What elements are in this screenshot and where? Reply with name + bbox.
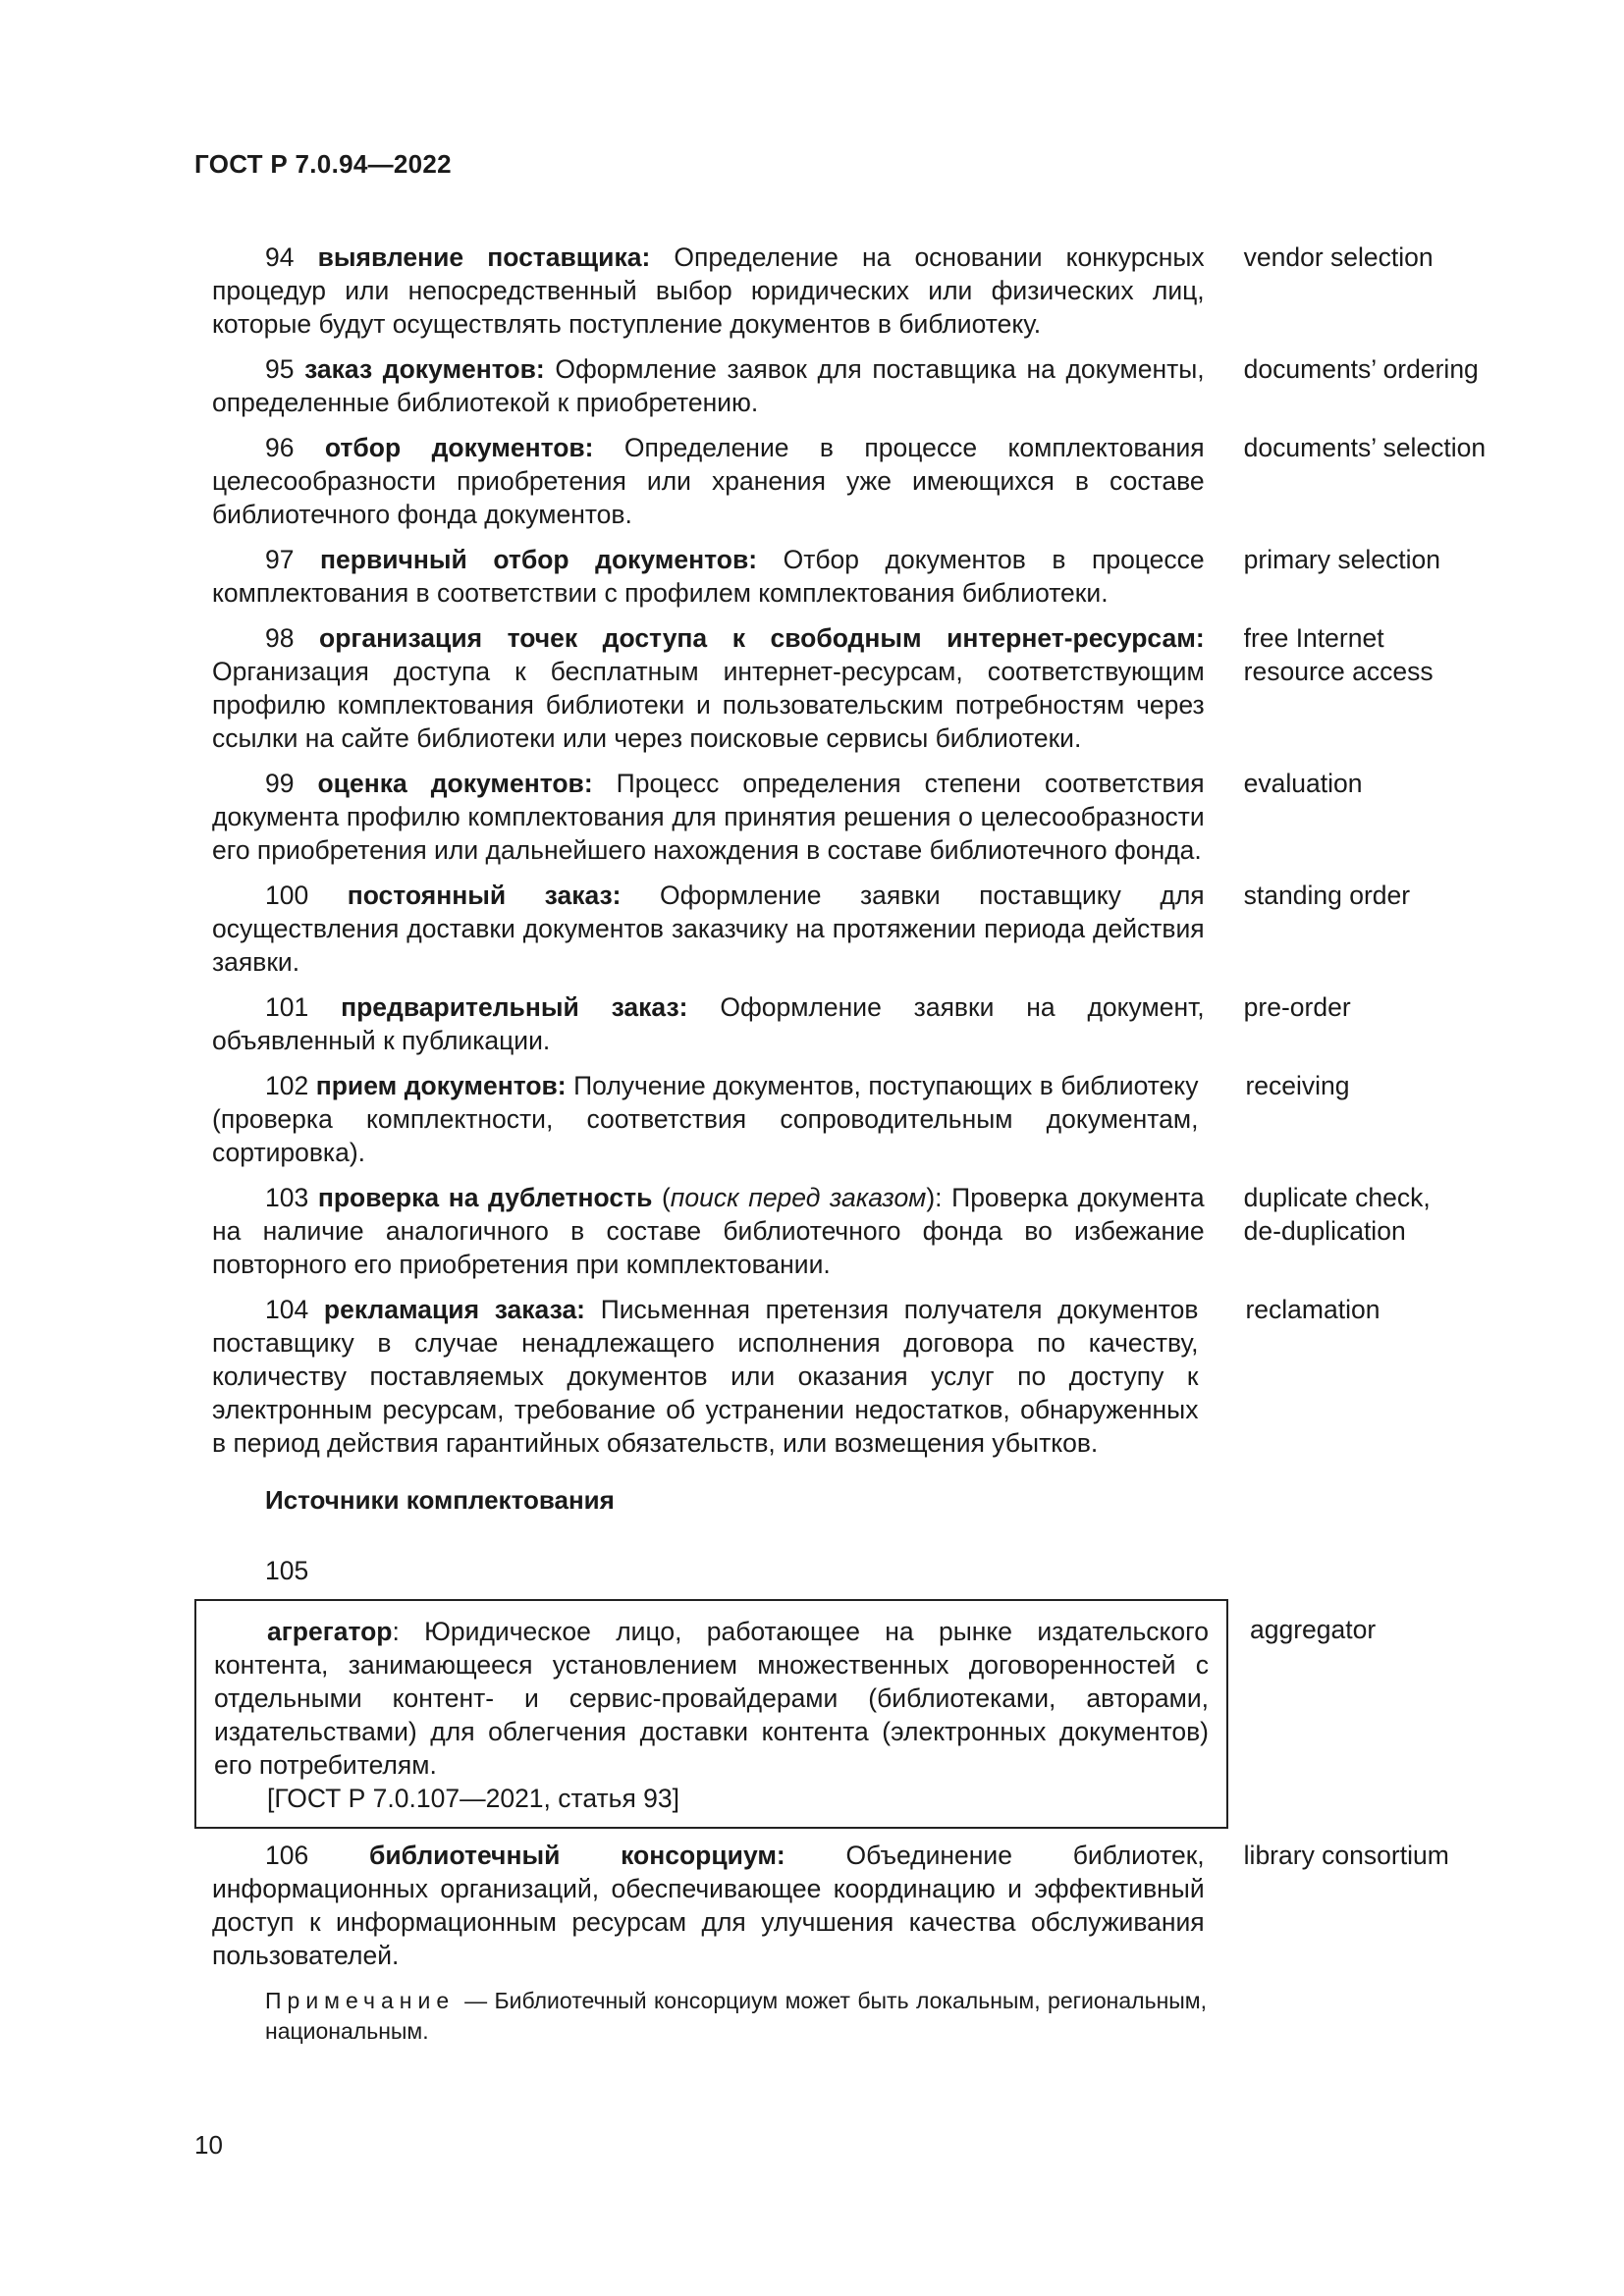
term-english: reclamation	[1245, 1295, 1380, 1324]
term-entry	[212, 767, 1528, 867]
term-entry	[212, 1069, 1528, 1169]
term-text: Процесс определения степени соответствия документа профилю комплектования для принятия решения о целесообразности его приобретения или дальнейшего нахождения в составе библиотечного фонда.	[212, 769, 1205, 865]
term-definition	[212, 543, 1205, 610]
page-number: 10	[194, 2130, 223, 2160]
term-definition	[212, 431, 1205, 531]
note-text: — Библиотечный консорциум может быть локальным, региональным, национальным.	[265, 1988, 1207, 2044]
term-title: библиотечный консорциум:	[368, 1841, 785, 1870]
term-title: агрегатор	[267, 1617, 393, 1646]
term-number: 94	[265, 242, 295, 272]
term-number: 96	[265, 433, 295, 462]
term-text: Проверка документа на наличие аналогичного в составе библиотечного фонда во избежание повторного его приобретения при комплектовании.	[212, 1183, 1205, 1279]
term-title: оценка документов:	[317, 769, 593, 798]
term-definition	[212, 621, 1205, 755]
term-english: pre-order	[1243, 992, 1351, 1022]
term-definition	[212, 352, 1205, 419]
term-english: documents’ selection	[1243, 433, 1487, 462]
term-english: duplicate check, de-duplication	[1243, 1183, 1431, 1246]
term-text: Отбор документов в процессе комплектования в соответствии с профилем комплектования библиотеки.	[212, 545, 1205, 608]
term-number: 99	[265, 769, 295, 798]
term-english: documents’ ordering	[1243, 354, 1479, 384]
term-number: 102	[265, 1071, 309, 1100]
term-definition	[214, 1615, 1209, 1782]
term-number: 104	[265, 1295, 309, 1324]
note-label: Примечание	[265, 1988, 456, 2013]
term-number: 97	[265, 545, 295, 574]
term-title: предварительный заказ:	[341, 992, 688, 1022]
term-number: 103	[265, 1183, 309, 1212]
term-number: 98	[265, 623, 295, 653]
term-definition	[212, 990, 1205, 1057]
term-english: free Internet resource access	[1243, 623, 1434, 686]
term-definition	[212, 1069, 1198, 1169]
term-text: Оформление заявок для поставщика на документы, определенные библиотекой к приобретению.	[212, 354, 1205, 417]
term-text: Получение документов, поступающих в библиотеку (проверка комплектности, соответствия сопроводительным документам, сортировка).	[212, 1071, 1199, 1167]
term-paren-close: ):	[926, 1183, 943, 1212]
term-english: primary selection	[1243, 545, 1440, 574]
term-entry	[212, 1839, 1528, 1972]
term-text: : Юридическое лицо, работающее на рынке издательского контента, занимающееся установлением множественных договоренностей с отдельными контент- и сервис-провайдерами (библиотеками, авторами, издательствами) для облегчения доставки контента (электронных документов) его потребителям.	[214, 1617, 1209, 1780]
term-english: aggregator	[1250, 1615, 1377, 1644]
term-title: рекламация заказа:	[323, 1295, 586, 1324]
term-title: организация точек доступа к свободным интернет-ресурсам:	[319, 623, 1205, 653]
definition-box	[194, 1599, 1228, 1829]
term-note	[212, 1986, 1207, 2047]
term-entry-boxed	[212, 1599, 1528, 1829]
term-number: 106	[265, 1841, 309, 1870]
term-entry	[212, 543, 1528, 610]
term-title: отбор документов:	[324, 433, 594, 462]
term-text: Организация доступа к бесплатным интернет-ресурсам, соответствующим профилю комплектования библиотеки и пользовательским потребностям через ссылки на сайте библиотеки или через поисковые сервисы библиотеки.	[212, 657, 1205, 753]
term-title: заказ документов:	[304, 354, 545, 384]
term-entry	[212, 1181, 1528, 1281]
term-title: выявление поставщика:	[317, 242, 651, 272]
term-entry	[212, 621, 1528, 755]
term-english: standing order	[1243, 881, 1411, 910]
term-text: Оформление заявки на документ, объявленный к публикации.	[212, 992, 1205, 1055]
term-entry	[212, 990, 1528, 1057]
term-definition	[212, 1181, 1205, 1281]
term-text: Определение на основании конкурсных процедур или непосредственный выбор юридических или физических лиц, которые будут осуществлять поступление документов в библиотеку.	[212, 242, 1205, 339]
term-source: [ГОСТ Р 7.0.107—2021, статья 93]	[267, 1784, 680, 1813]
term-entry	[212, 1293, 1528, 1460]
term-english: vendor selection	[1243, 242, 1434, 272]
term-definition	[212, 879, 1205, 979]
term-text: Определение в процессе комплектования целесообразности приобретения или хранения уже имеющихся в составе библиотечного фонда документов.	[212, 433, 1205, 529]
term-english: receiving	[1245, 1071, 1350, 1100]
term-definition	[212, 1293, 1198, 1460]
section-heading: Источники комплектования	[265, 1485, 615, 1515]
term-text: Объединение библиотек, информационных организаций, обеспечивающее координацию и эффективный доступ к информационным ресурсам для улучшения качества обслуживания пользователей.	[212, 1841, 1205, 1970]
term-title: проверка на дублетность	[317, 1183, 653, 1212]
term-number: 101	[265, 992, 309, 1022]
term-synonym: поиск перед заказом	[670, 1183, 927, 1212]
term-entry	[212, 240, 1528, 341]
standard-code-header: ГОСТ Р 7.0.94—2022	[194, 149, 452, 179]
term-text: Письменная претензия получателя документов поставщику в случае ненадлежащего исполнения договора по качеству, количеству поставляемых документов или оказания услуг по доступу к электронным ресурсам, требование об устранении недостатков, обнаруженных в период действия гарантийных обязательств, или возмещения убытков.	[212, 1295, 1199, 1458]
term-title: прием документов:	[315, 1071, 567, 1100]
term-entry	[212, 431, 1528, 531]
term-definition	[212, 240, 1205, 341]
terms-list	[212, 240, 1528, 2047]
term-title: постоянный заказ:	[347, 881, 622, 910]
term-english: evaluation	[1243, 769, 1363, 798]
term-number: 105	[265, 1556, 309, 1585]
term-definition	[212, 767, 1205, 867]
term-definition	[212, 1839, 1205, 1972]
term-paren-open: (	[652, 1183, 671, 1212]
term-entry	[212, 879, 1528, 979]
term-number: 95	[265, 354, 295, 384]
term-entry	[212, 352, 1528, 419]
term-english: library consortium	[1243, 1841, 1449, 1870]
term-title: первичный отбор документов:	[320, 545, 758, 574]
term-text: Оформление заявки поставщику для осуществления доставки документов заказчику на протяжении периода действия заявки.	[212, 881, 1205, 977]
term-number: 100	[265, 881, 309, 910]
